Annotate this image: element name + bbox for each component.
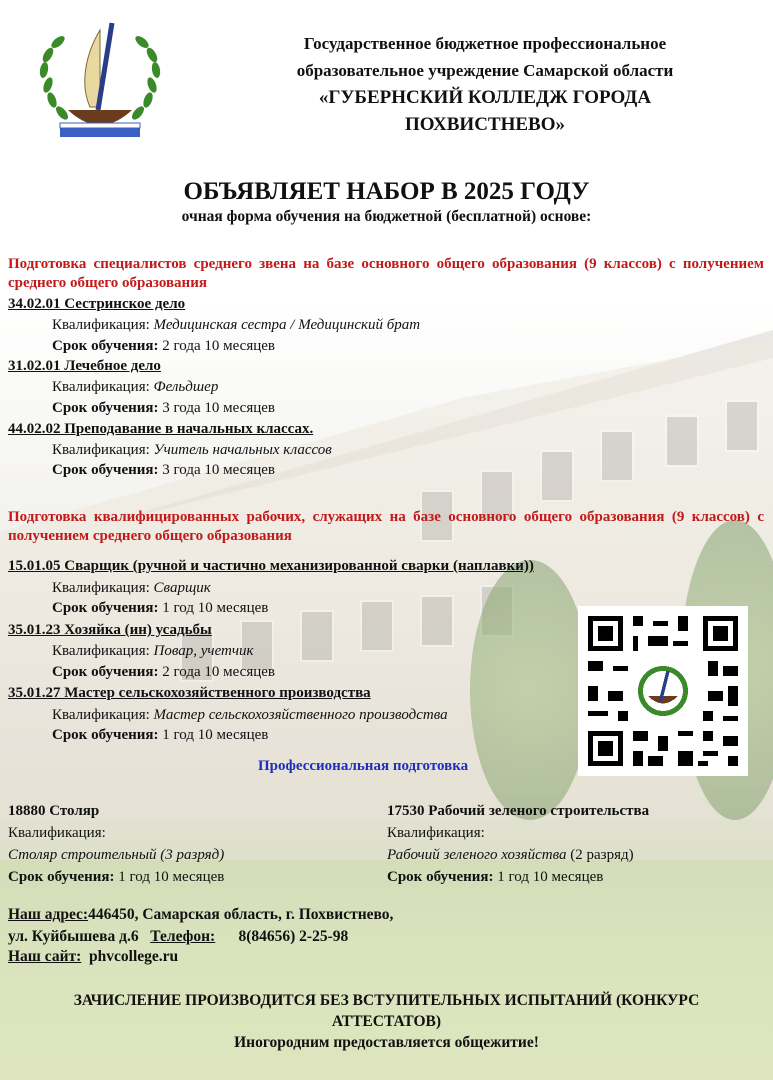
headline: ОБЪЯВЛЯЕТ НАБОР В 2025 ГОДУ bbox=[183, 178, 590, 205]
term-label: Срок обучения: bbox=[387, 869, 494, 885]
org-line-2: образовательное учреждение Самарской области bbox=[296, 61, 674, 80]
qual-label: Квалификация: bbox=[387, 825, 485, 841]
program-name: 35.01.23 Хозяйка (ин) усадьбы bbox=[8, 622, 212, 638]
program-qualification bbox=[52, 379, 218, 396]
term-value: 1 год 10 месяцев bbox=[497, 869, 604, 885]
program-name: 44.02.02 Преподавание в начальных классах. bbox=[8, 421, 314, 437]
address-line-2 bbox=[8, 928, 348, 946]
professional-training-title: Профессиональная подготовка bbox=[258, 758, 469, 774]
program-term bbox=[52, 600, 268, 617]
qual-value-rest: (2 разряд) bbox=[566, 847, 634, 863]
qual-label: Квалификация: bbox=[52, 442, 150, 458]
program-name: 34.02.01 Сестринское дело bbox=[8, 296, 186, 312]
qual-label: Квалификация: bbox=[8, 825, 106, 841]
profession-term bbox=[387, 866, 649, 888]
site-link[interactable]: phvcollege.ru bbox=[89, 948, 179, 965]
qual-value: Мастер сельскохозяйственного производства bbox=[153, 707, 448, 723]
qual-label: Квалификация: bbox=[52, 317, 150, 333]
qual-label: Квалификация: bbox=[52, 643, 150, 659]
term-value: 1 год 10 месяцев bbox=[118, 869, 225, 885]
term-value: 1 год 10 месяцев bbox=[162, 600, 269, 616]
program-qualification bbox=[52, 580, 211, 597]
term-label: Срок обучения: bbox=[52, 664, 159, 680]
profession-left bbox=[8, 800, 224, 888]
program-name: 15.01.05 Сварщик (ручной и частично механизированной сварки (наплавки)) bbox=[8, 558, 534, 574]
footer-line-2: АТТЕСТАТОВ) bbox=[331, 1013, 442, 1030]
program-name: 31.02.01 Лечебное дело bbox=[8, 358, 161, 374]
term-label: Срок обучения: bbox=[8, 869, 115, 885]
subheadline: очная форма обучения на бюджетной (бесплатной) основе: bbox=[181, 208, 592, 225]
program-name: 35.01.27 Мастер сельскохозяйственного производства bbox=[8, 685, 371, 701]
program-qualification bbox=[52, 707, 448, 724]
phone-number[interactable]: 8(84656) 2-25-98 bbox=[238, 928, 349, 945]
section2-title: Подготовка квалифицированных рабочих, служащих на базе основного общего образования (9 классов) с получением среднего общего образования bbox=[8, 509, 764, 544]
qr-code-icon[interactable] bbox=[578, 606, 748, 776]
college-logo-icon bbox=[30, 15, 170, 155]
qual-label: Квалификация: bbox=[52, 379, 150, 395]
qual-value: Столяр строительный (3 разряд) bbox=[8, 847, 225, 863]
term-value: 2 года 10 месяцев bbox=[162, 664, 275, 680]
address-value: 446450, Самарская область, г. Похвистнево, bbox=[88, 906, 394, 923]
qual-value: Медицинская сестра / Медицинский брат bbox=[153, 317, 421, 333]
qual-label: Квалификация: bbox=[52, 580, 150, 596]
org-line-4: ПОХВИСТНЕВО» bbox=[404, 114, 566, 135]
footer-notice bbox=[0, 990, 773, 1053]
term-value: 1 год 10 месяцев bbox=[162, 727, 269, 743]
profession-code: 18880 Столяр bbox=[8, 803, 100, 819]
program-term bbox=[52, 400, 275, 417]
phone-label: Телефон: bbox=[150, 928, 216, 945]
qual-label: Квалификация: bbox=[52, 707, 150, 723]
org-line-1: Государственное бюджетное профессиональное bbox=[303, 34, 667, 53]
term-label: Срок обучения: bbox=[52, 462, 159, 478]
qual-value: Повар, учетчик bbox=[153, 643, 254, 659]
org-line-3: «ГУБЕРНСКИЙ КОЛЛЕДЖ ГОРОДА bbox=[318, 87, 652, 108]
term-label: Срок обучения: bbox=[52, 338, 159, 354]
program-qualification bbox=[52, 643, 254, 660]
qual-value-italic: Рабочий зеленого хозяйства bbox=[387, 847, 567, 863]
address-label: Наш адрес: bbox=[8, 906, 89, 923]
profession-right bbox=[387, 800, 649, 888]
site-line bbox=[8, 948, 178, 966]
term-value: 3 года 10 месяцев bbox=[162, 462, 275, 478]
term-value: 3 года 10 месяцев bbox=[162, 400, 275, 416]
term-label: Срок обучения: bbox=[52, 600, 159, 616]
program-qualification bbox=[52, 442, 332, 459]
program-term bbox=[52, 338, 275, 355]
address-street: ул. Куйбышева д.6 bbox=[8, 928, 139, 945]
program-term bbox=[52, 664, 275, 681]
qual-value bbox=[387, 844, 649, 866]
program-term bbox=[52, 462, 275, 479]
qual-value: Сварщик bbox=[153, 580, 211, 596]
term-label: Срок обучения: bbox=[52, 727, 159, 743]
profession-code: 17530 Рабочий зеленого строительства bbox=[387, 803, 650, 819]
term-value: 2 года 10 месяцев bbox=[162, 338, 275, 354]
qual-value: Фельдшер bbox=[153, 379, 219, 395]
footer-line-1: ЗАЧИСЛЕНИЕ ПРОИЗВОДИТСЯ БЕЗ ВСТУПИТЕЛЬНЫХ ИСПЫТАНИЙ (КОНКУРС bbox=[73, 992, 700, 1009]
term-label: Срок обучения: bbox=[52, 400, 159, 416]
program-term bbox=[52, 727, 268, 744]
site-label: Наш сайт: bbox=[8, 948, 82, 965]
address-line-1 bbox=[8, 906, 393, 924]
program-qualification bbox=[52, 317, 420, 334]
profession-term bbox=[8, 866, 224, 888]
organization-name bbox=[225, 30, 745, 138]
section1-title: Подготовка специалистов среднего звена на базе основного общего образования (9 классов) с получением среднего общего образования bbox=[8, 256, 764, 291]
footer-line-3: Иногородним предоставляется общежитие! bbox=[234, 1034, 539, 1051]
qual-value: Учитель начальных классов bbox=[153, 442, 332, 458]
